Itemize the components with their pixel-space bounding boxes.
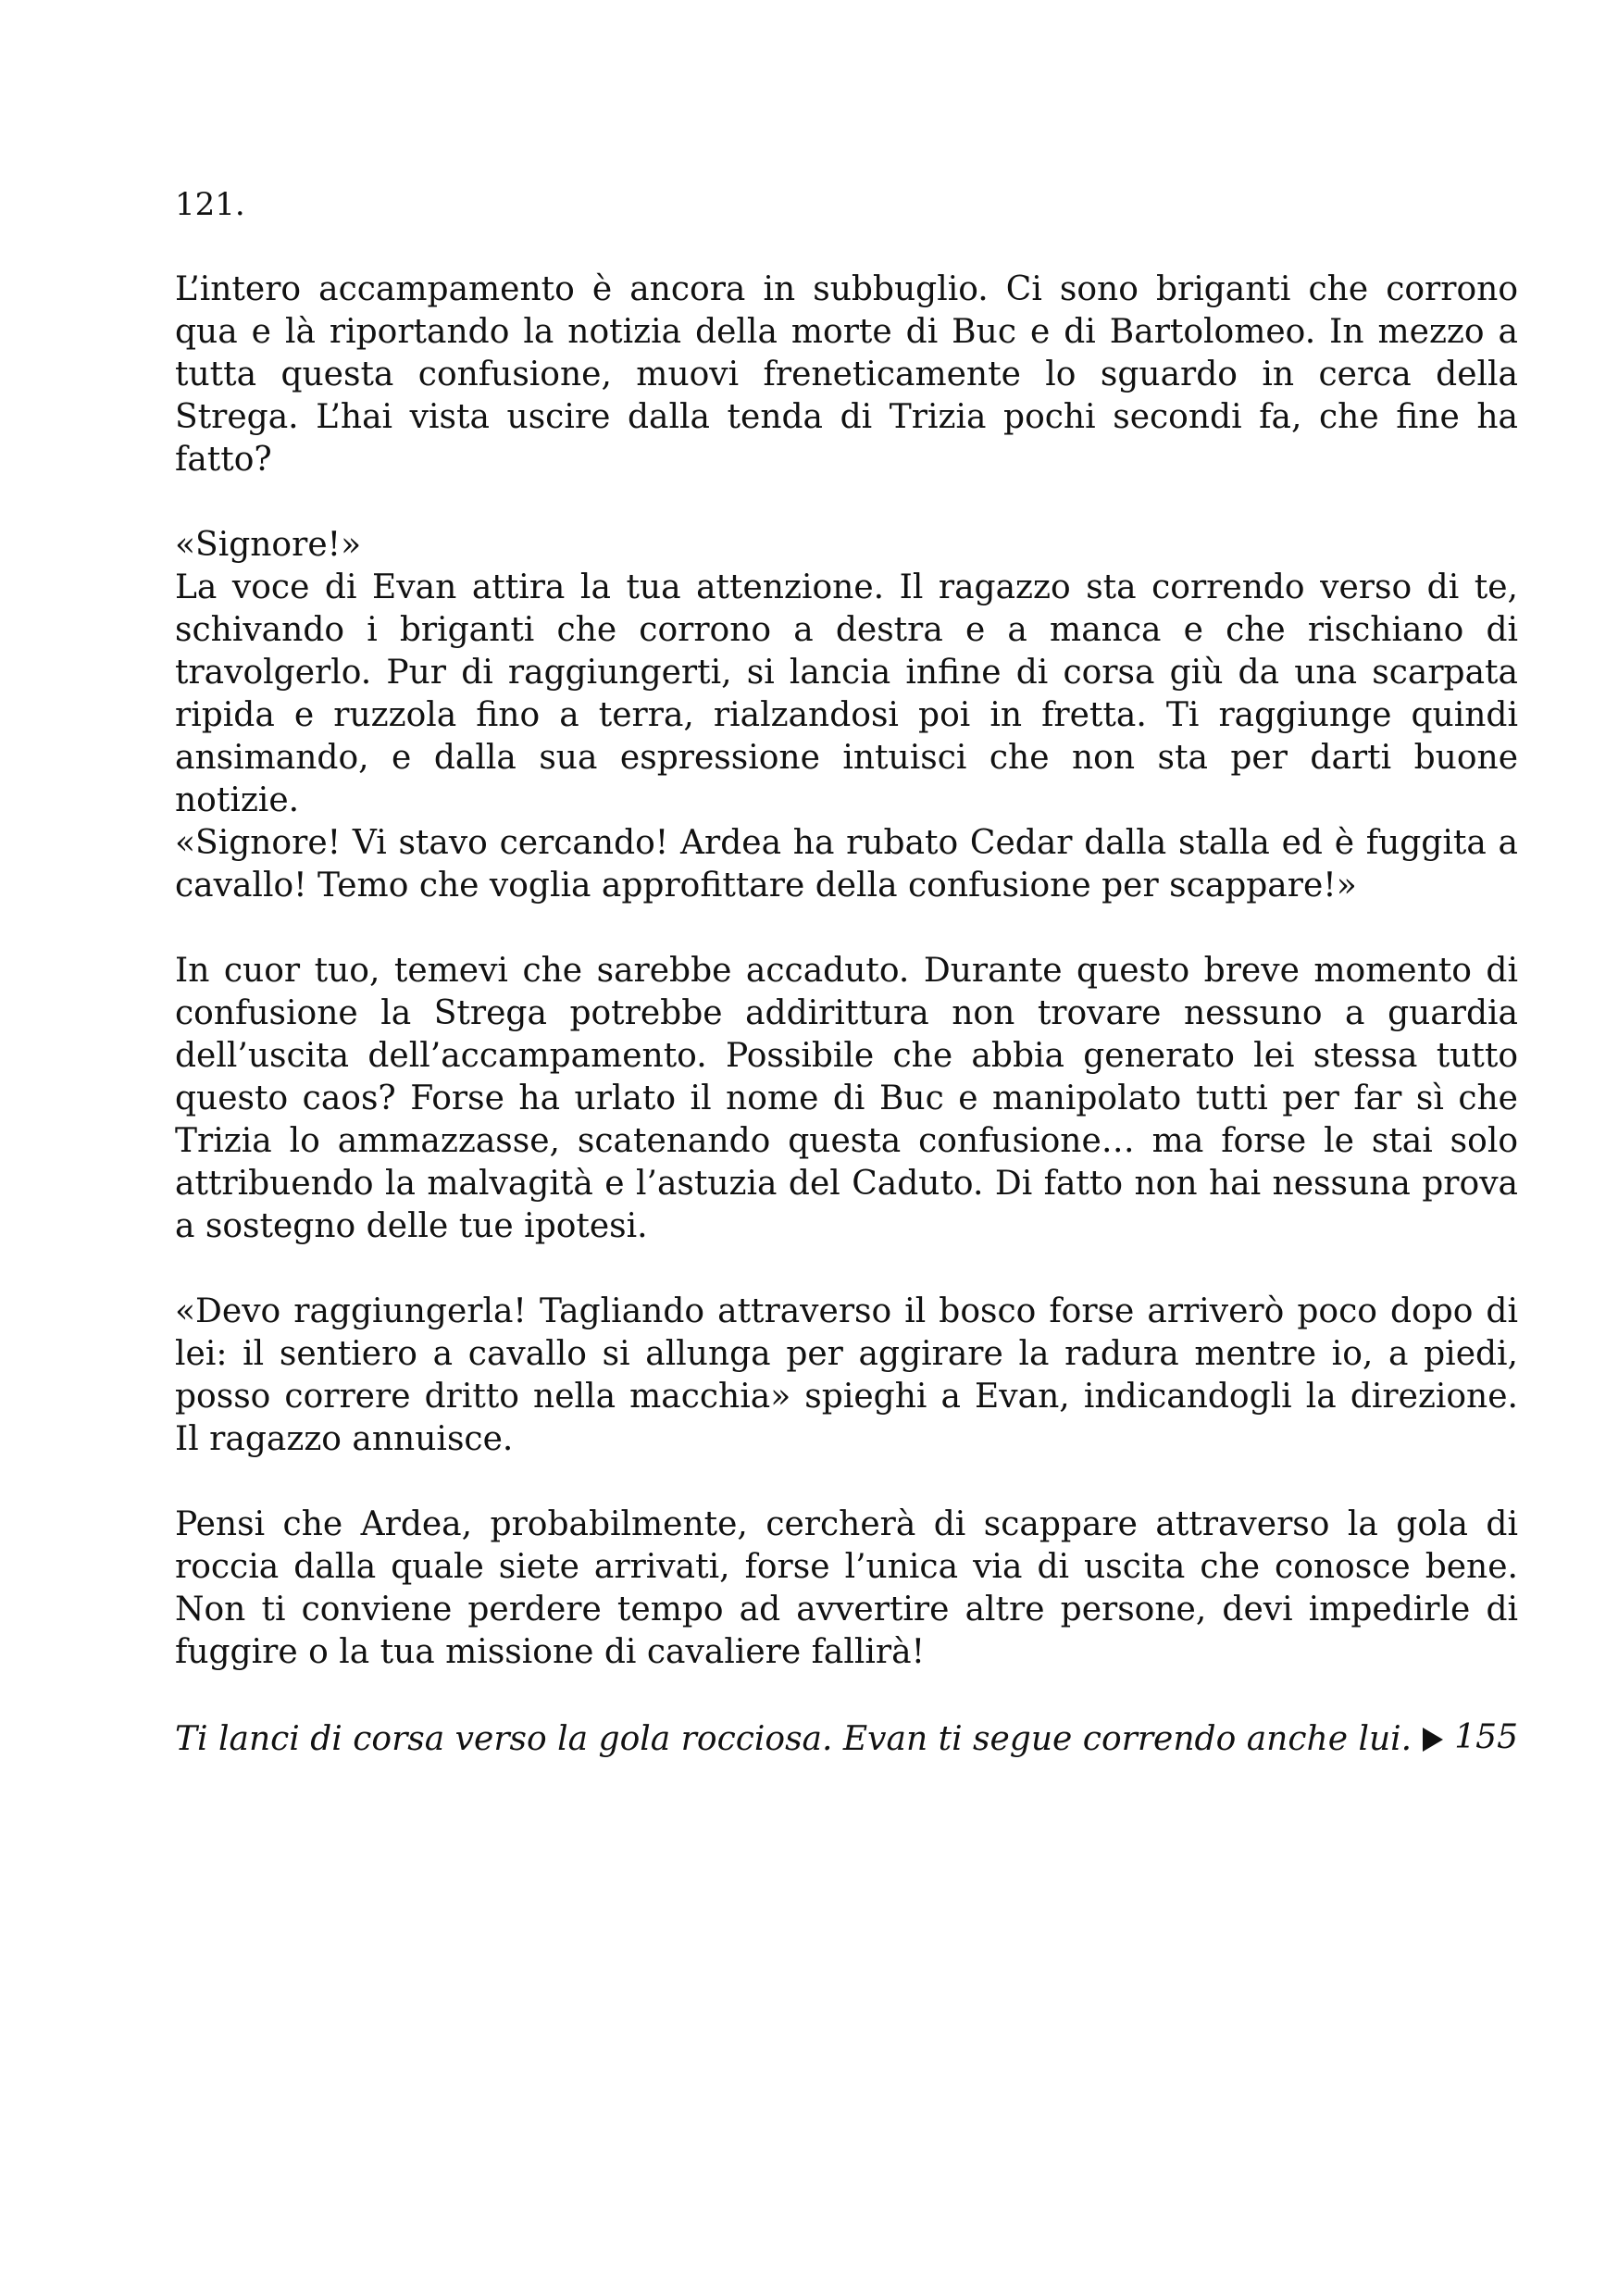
dialogue-signore: «Signore!» [175, 526, 362, 564]
section-number: 121. [175, 186, 245, 223]
paragraph-evan-arrives: La voce di Evan attira la tua attenzione. Il ragazzo sta correndo verso di te, schivando i briganti che corrono a destra e a manca e che rischiano di travolgerlo. Pur di raggiungerti, si lancia infine di corsa giù da una scarpata ripida e ruzzola fino a terra, rialzandosi poi in fretta. Ti raggiunge quindi ansimando, e dalla sua espressione intuisci che non sta per darti buone notizie. [175, 568, 1518, 819]
gamebook-page [175, 183, 1518, 1761]
paragraph-plan: «Devo raggiungerla! Tagliando attraverso il bosco forse arriverò poco dopo di lei: il sentiero a cavallo si allunga per aggirare la radura mentre io, a piedi, posso correre dritto nella macchia» spieghi a Evan, indicandogli la direzione. Il ragazzo annuisce. [175, 1292, 1518, 1458]
paragraph-intro: L’intero accampamento è ancora in subbuglio. Ci sono briganti che corrono qua e là riportando la notizia della morte di Buc e di Bartolomeo. In mezzo a tutta questa confusione, muovi freneticamente lo sguardo in cerca della Strega. L’hai vista uscire dalla tenda di Trizia pochi secondi fa, che fine ha fatto? [175, 270, 1518, 479]
play-triangle-icon [1423, 1728, 1443, 1752]
choice-text: Ti lanci di corsa verso la gola rocciosa. Evan ti segue correndo anche lui. [175, 1720, 1413, 1758]
dialogue-evan-warning: «Signore! Vi stavo cercando! Ardea ha rubato Cedar dalla stalla ed è fuggita a cavallo! Temo che voglia approfittare della confusione per scappare!» [175, 824, 1518, 905]
goto-section-link[interactable] [1423, 1716, 1518, 1759]
paragraph-decision: Pensi che Ardea, probabilmente, cercherà di scappare attraverso la gola di roccia dalla quale siete arrivati, forse l’unica via di uscita che conosce bene. Non ti conviene perdere tempo ad avvertire altre persone, devi impedirle di fuggire o la tua missione di cavaliere fallirà! [175, 1505, 1518, 1671]
paragraph-reflection: In cuor tuo, temevi che sarebbe accaduto. Durante questo breve momento di confusione la Strega potrebbe addirittura non trovare nessuno a guardia dell’uscita dell’accampamento. Possibile che abbia generato lei stessa tutto questo caos? Forse ha urlato il nome di Buc e manipolato tutti per far sì che Trizia lo ammazzasse, scatenando questa confusione… ma forse le stai solo attribuendo la malvagità e l’astuzia del Caduto. Di fatto non hai nessuna prova a sostegno delle tue ipotesi. [175, 952, 1518, 1245]
choice-row [175, 1716, 1518, 1761]
goto-section-number: 155 [1454, 1718, 1518, 1756]
